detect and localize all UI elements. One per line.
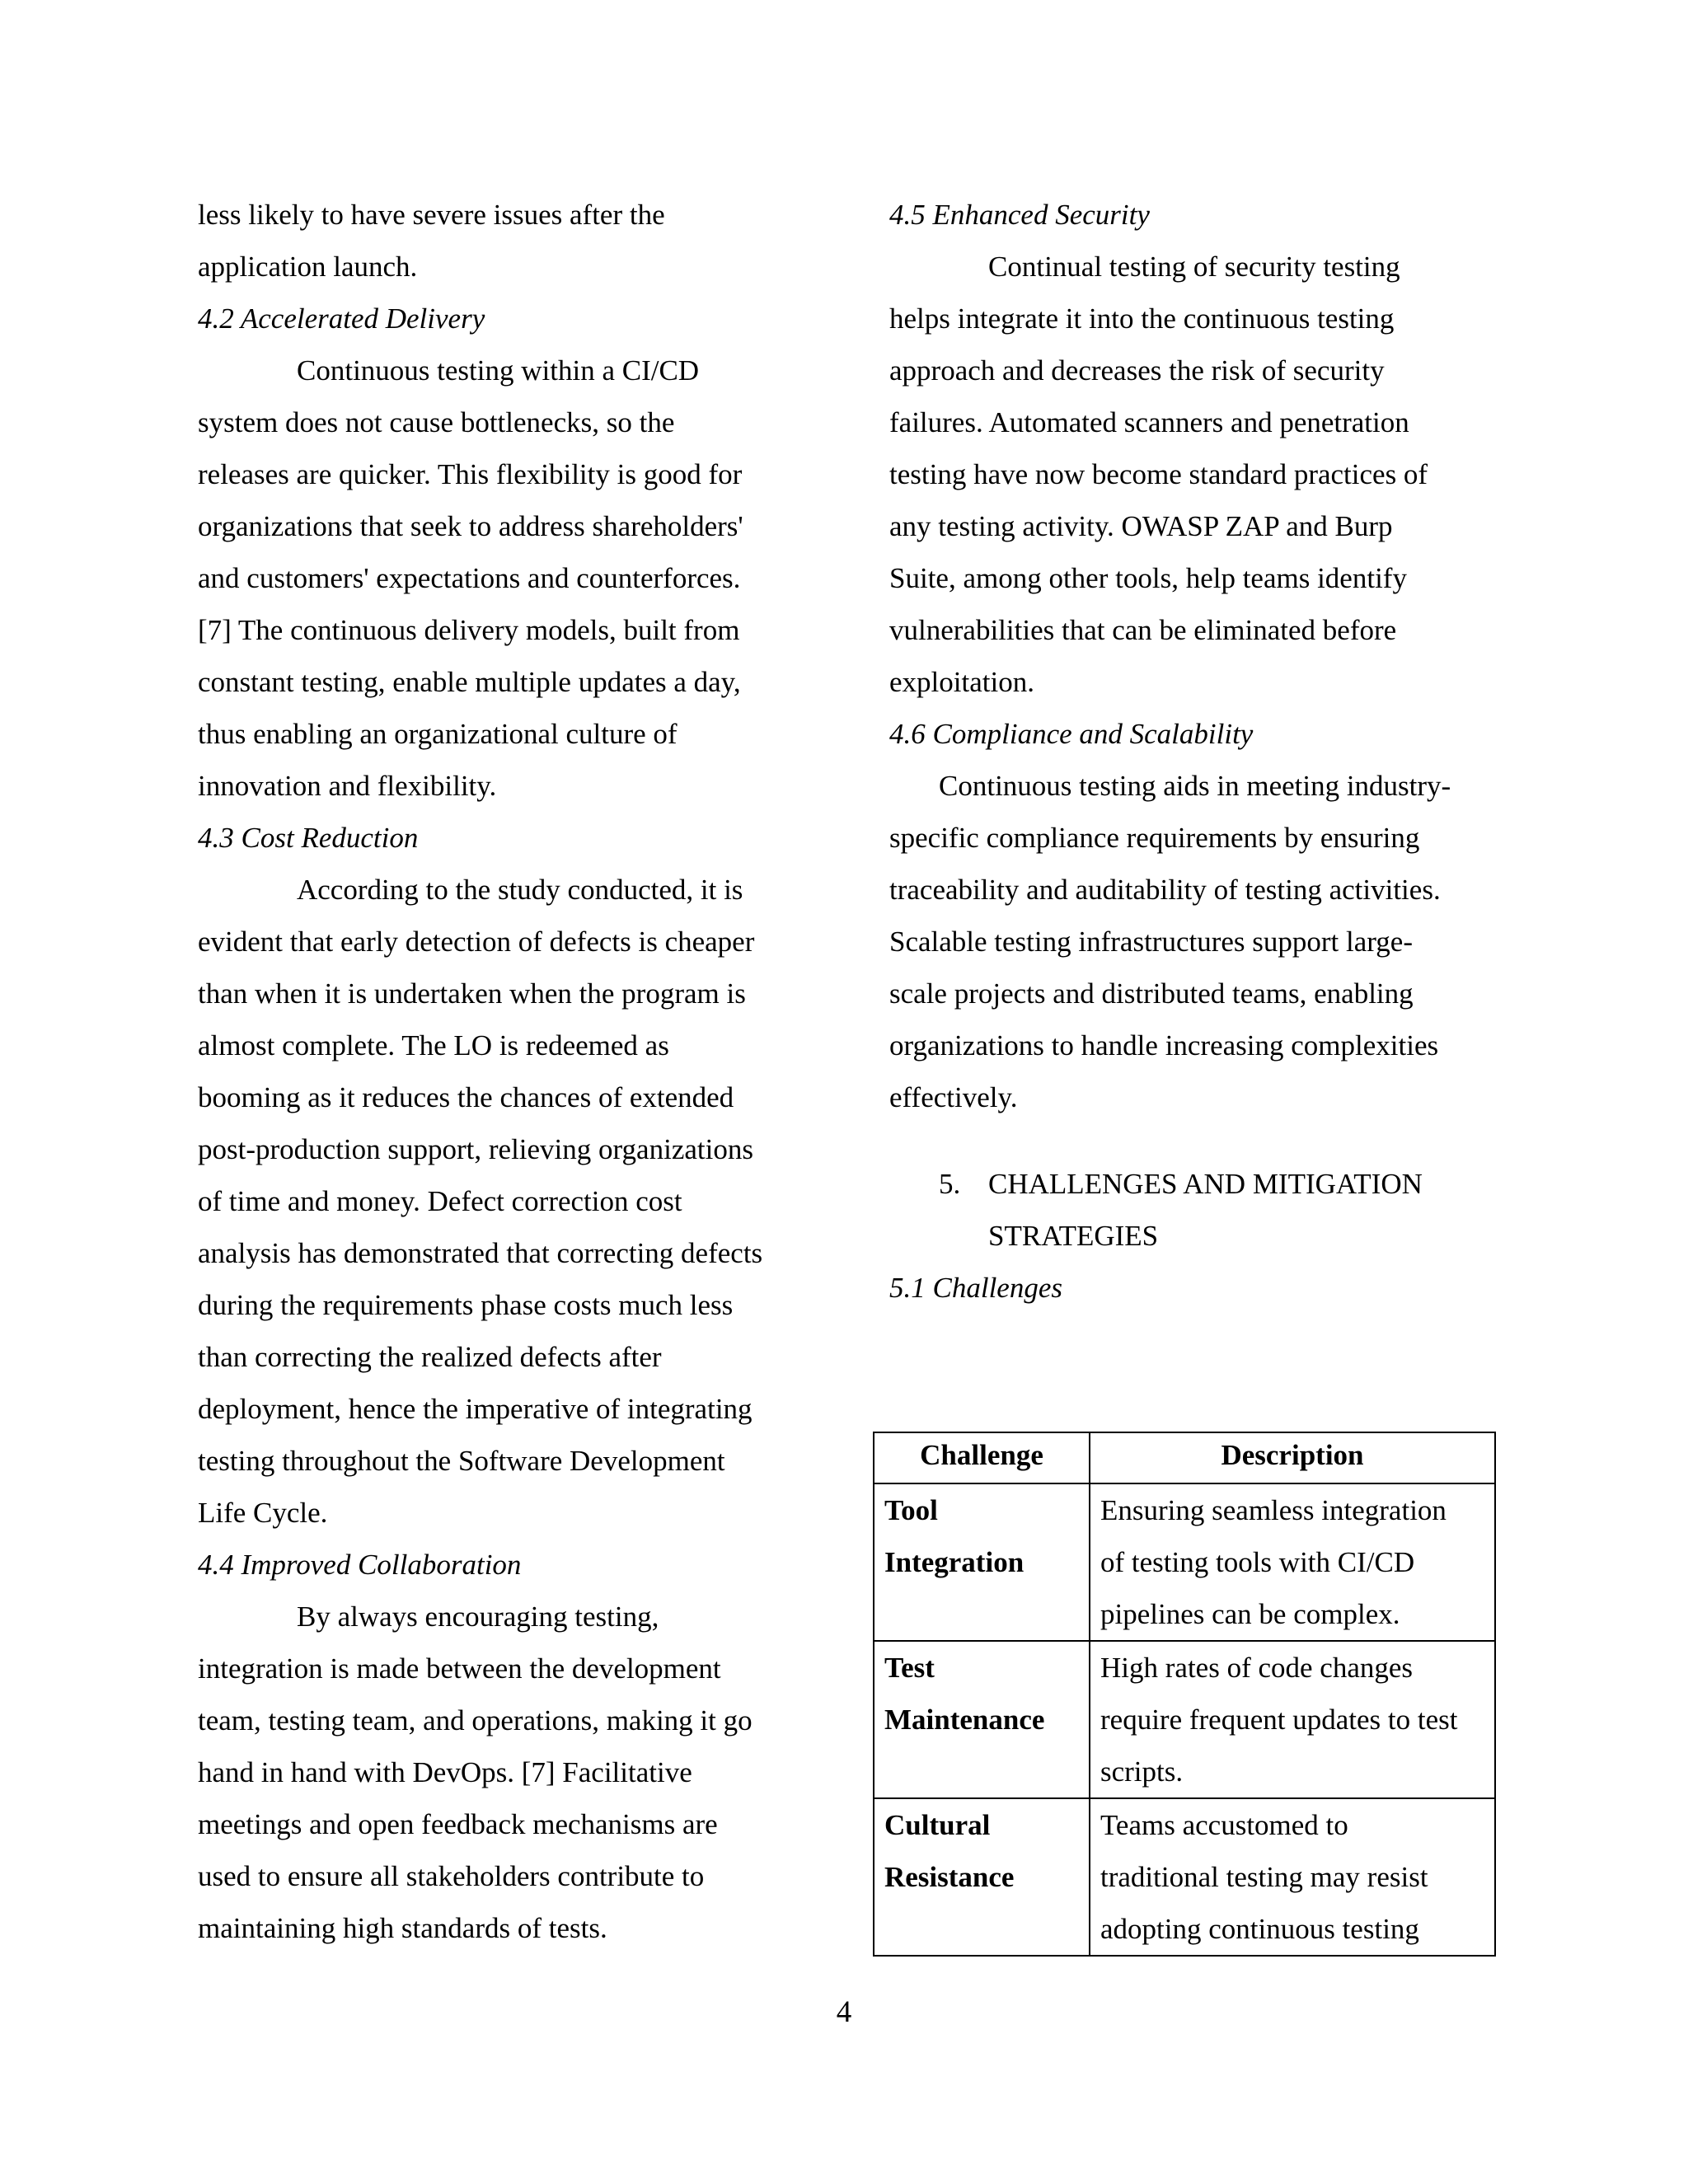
left-column — [198, 195, 791, 1961]
description-text: scripts. — [1100, 1755, 1184, 1788]
subsection-heading: 4.5 Enhanced Security — [889, 199, 1150, 231]
text-line: approach and decreases the risk of security — [889, 354, 1385, 387]
text-line: Continuous testing aids in meeting industry- — [939, 770, 1451, 802]
right-column-paragraphs — [889, 195, 1532, 1130]
text-line: during the requirements phase costs much less — [198, 1289, 734, 1321]
text-line: helps integrate it into the continuous testing — [889, 302, 1395, 335]
section-5-heading — [889, 1165, 1532, 1268]
text-line: team, testing team, and operations, making it go — [198, 1704, 753, 1736]
table-header-row — [874, 1432, 1495, 1483]
subsection-heading: 4.2 Accelerated Delivery — [198, 302, 485, 335]
description-text: adopting continuous testing — [1100, 1913, 1419, 1945]
challenge-cell — [874, 1641, 1090, 1798]
table-header-challenge: Challenge — [874, 1432, 1090, 1483]
description-text: High rates of code changes — [1100, 1652, 1414, 1684]
text-line: effectively. — [889, 1081, 1018, 1113]
text-line: meetings and open feedback mechanisms are — [198, 1808, 718, 1840]
table-row — [874, 1641, 1495, 1798]
description-cell — [1090, 1798, 1495, 1956]
section-title — [988, 1158, 1423, 1262]
description-text: pipelines can be complex. — [1100, 1598, 1400, 1630]
text-line: than correcting the realized defects after — [198, 1341, 662, 1373]
text-line: used to ensure all stakeholders contribute to — [198, 1860, 705, 1892]
text-line: According to the study conducted, it is — [297, 874, 743, 906]
text-line: analysis has demonstrated that correcting defects — [198, 1237, 763, 1269]
text-line: traceability and auditability of testing activities. — [889, 874, 1441, 906]
table-body — [874, 1483, 1495, 1956]
text-line: constant testing, enable multiple updates a day, — [198, 666, 741, 698]
challenge-cell — [874, 1483, 1090, 1641]
text-line: Life Cycle. — [198, 1497, 328, 1529]
challenge-cell — [874, 1798, 1090, 1956]
text-line: Continual testing of security testing — [988, 251, 1400, 283]
text-line: integration is made between the development — [198, 1652, 721, 1685]
text-line: thus enabling an organizational culture of — [198, 718, 678, 750]
text-line: almost complete. The LO is redeemed as — [198, 1029, 669, 1062]
text-line: testing have now become standard practices of — [889, 458, 1428, 490]
text-line: hand in hand with DevOps. [7] Facilitative — [198, 1756, 692, 1788]
text-line: any testing activity. OWASP ZAP and Burp — [889, 510, 1393, 542]
text-line: organizations to handle increasing complexities — [889, 1029, 1439, 1062]
challenges-table — [873, 1432, 1496, 1957]
description-text: Teams accustomed to — [1100, 1809, 1348, 1841]
text-line: scale projects and distributed teams, enabling — [889, 977, 1414, 1010]
description-text: traditional testing may resist — [1100, 1861, 1428, 1893]
text-line: and customers' expectations and counterforces. — [198, 562, 741, 594]
section-number: 5. — [939, 1168, 961, 1200]
text-line: innovation and flexibility. — [198, 770, 497, 802]
description-text: of testing tools with CI/CD — [1100, 1546, 1415, 1578]
subsection-heading: 4.4 Improved Collaboration — [198, 1549, 522, 1581]
text-line: booming as it reduces the chances of extended — [198, 1081, 734, 1113]
text-line: releases are quicker. This flexibility is good for — [198, 458, 743, 490]
challenge-text: Maintenance — [884, 1704, 1045, 1736]
text-line: Continuous testing within a CI/CD — [297, 354, 700, 387]
table-row — [874, 1798, 1495, 1956]
challenge-text: Resistance — [884, 1861, 1015, 1893]
section-title-line-2: STRATEGIES — [988, 1220, 1159, 1252]
text-line: of time and money. Defect correction cost — [198, 1185, 682, 1217]
subsection-heading: 5.1 Challenges — [889, 1272, 1062, 1304]
challenge-text: Tool — [884, 1494, 938, 1526]
challenge-text: Cultural — [884, 1809, 991, 1841]
text-line: Scalable testing infrastructures support large- — [889, 926, 1413, 958]
text-line: exploitation. — [889, 666, 1034, 698]
page-number: 4 — [836, 1995, 852, 2029]
text-line: system does not cause bottlenecks, so the — [198, 406, 675, 438]
description-text: require frequent updates to test — [1100, 1704, 1458, 1736]
text-line: specific compliance requirements by ensuring — [889, 822, 1420, 854]
section-title-line-1: CHALLENGES AND MITIGATION — [988, 1168, 1423, 1200]
table-row — [874, 1483, 1495, 1641]
text-line: evident that early detection of defects is cheaper — [198, 926, 755, 958]
text-line: failures. Automated scanners and penetration — [889, 406, 1409, 438]
text-line: post-production support, relieving organizations — [198, 1133, 753, 1165]
text-line: Suite, among other tools, help teams identify — [889, 562, 1407, 594]
subsection-heading: 4.6 Compliance and Scalability — [889, 718, 1254, 750]
text-line: less likely to have severe issues after the — [198, 199, 665, 231]
text-line: application launch. — [198, 251, 418, 283]
challenge-text: Test — [884, 1652, 935, 1684]
description-cell — [1090, 1641, 1495, 1798]
right-column — [889, 195, 1532, 1320]
text-line: [7] The continuous delivery models, built from — [198, 614, 740, 646]
text-line: deployment, hence the imperative of integrating — [198, 1393, 753, 1425]
challenge-text: Integration — [884, 1546, 1025, 1578]
table-header-description: Description — [1090, 1432, 1495, 1483]
text-line: organizations that seek to address shareholders' — [198, 510, 743, 542]
description-cell — [1090, 1483, 1495, 1641]
text-line: maintaining high standards of tests. — [198, 1912, 607, 1944]
text-line: than when it is undertaken when the program is — [198, 977, 746, 1010]
text-line: testing throughout the Software Development — [198, 1445, 725, 1477]
text-line: By always encouraging testing, — [297, 1601, 659, 1633]
subsection-heading: 4.3 Cost Reduction — [198, 822, 419, 854]
description-text: Ensuring seamless integration — [1100, 1494, 1447, 1526]
text-line: vulnerabilities that can be eliminated before — [889, 614, 1397, 646]
